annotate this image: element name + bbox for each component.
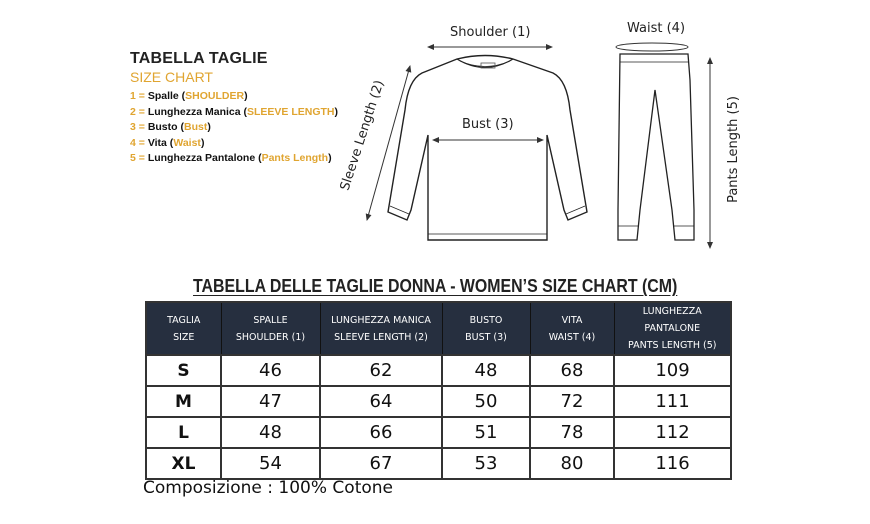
col-header-shoulder: SPALLE SHOULDER (1) bbox=[221, 302, 320, 355]
sweater-illustration bbox=[337, 40, 610, 255]
table-row bbox=[146, 417, 731, 448]
legend-item: 3 = Busto (Bust) bbox=[130, 121, 211, 133]
table-row bbox=[146, 355, 731, 386]
table-cell: 111 bbox=[614, 386, 731, 417]
legend-item: 1 = Spalle (SHOULDER) bbox=[130, 90, 248, 102]
size-table bbox=[145, 301, 732, 480]
waist-label: Waist (4) bbox=[627, 21, 686, 36]
table-cell: 54 bbox=[221, 448, 320, 479]
table-cell: 78 bbox=[530, 417, 614, 448]
table-cell: 47 bbox=[221, 386, 320, 417]
table-cell: 50 bbox=[442, 386, 530, 417]
pants-length-label: Pants Length (5) bbox=[725, 96, 741, 203]
table-cell: 116 bbox=[614, 448, 731, 479]
legend-item: 4 = Vita (Waist) bbox=[130, 136, 205, 149]
bust-label: Bust (3) bbox=[462, 117, 514, 132]
table-cell: 53 bbox=[442, 448, 530, 479]
size-legend bbox=[130, 50, 338, 167]
composition-note: Composizione : 100% Cotone bbox=[143, 478, 393, 498]
table-cell: 68 bbox=[530, 355, 614, 386]
table-cell: 66 bbox=[320, 417, 442, 448]
table-row bbox=[146, 386, 731, 417]
table-cell: 48 bbox=[221, 417, 320, 448]
table-title: TABELLA DELLE TAGLIE DONNA - WOMEN’S SIZE CHART (CM) bbox=[193, 275, 678, 296]
table-cell: 67 bbox=[320, 448, 442, 479]
legend-item: 5 = Lunghezza Pantalone (Pants Length) bbox=[130, 152, 332, 164]
shoulder-label: Shoulder (1) bbox=[450, 25, 531, 40]
table-cell: 46 bbox=[221, 355, 320, 386]
size-cell: XL bbox=[146, 448, 221, 479]
table-cell: 72 bbox=[530, 386, 614, 417]
table-cell: 64 bbox=[320, 386, 442, 417]
table-cell: 112 bbox=[614, 417, 731, 448]
table-row bbox=[146, 448, 731, 479]
table-cell: 80 bbox=[530, 448, 614, 479]
col-header-waist: VITA WAIST (4) bbox=[530, 302, 614, 355]
legend-subtitle: SIZE CHART bbox=[130, 69, 213, 85]
table-cell: 109 bbox=[614, 355, 731, 386]
col-header-size: TAGLIA SIZE bbox=[146, 302, 221, 355]
table-header-row bbox=[146, 302, 731, 355]
sleeve-label: Sleeve Length (2) bbox=[337, 78, 388, 193]
table-cell: 48 bbox=[442, 355, 530, 386]
size-cell: M bbox=[146, 386, 221, 417]
size-cell: L bbox=[146, 417, 221, 448]
col-header-bust: BUSTO BUST (3) bbox=[442, 302, 530, 355]
table-cell: 62 bbox=[320, 355, 442, 386]
pants-illustration bbox=[610, 40, 740, 255]
col-header-sleeve: LUNGHEZZA MANICA SLEEVE LENGTH (2) bbox=[320, 302, 442, 355]
size-cell: S bbox=[146, 355, 221, 386]
table-cell: 51 bbox=[442, 417, 530, 448]
legend-title: TABELLA TAGLIE bbox=[130, 50, 268, 67]
legend-item: 2 = Lunghezza Manica (SLEEVE LENGTH) bbox=[130, 105, 339, 118]
col-header-pants: LUNGHEZZA PANTALONE PANTS LENGTH (5) bbox=[614, 302, 731, 355]
